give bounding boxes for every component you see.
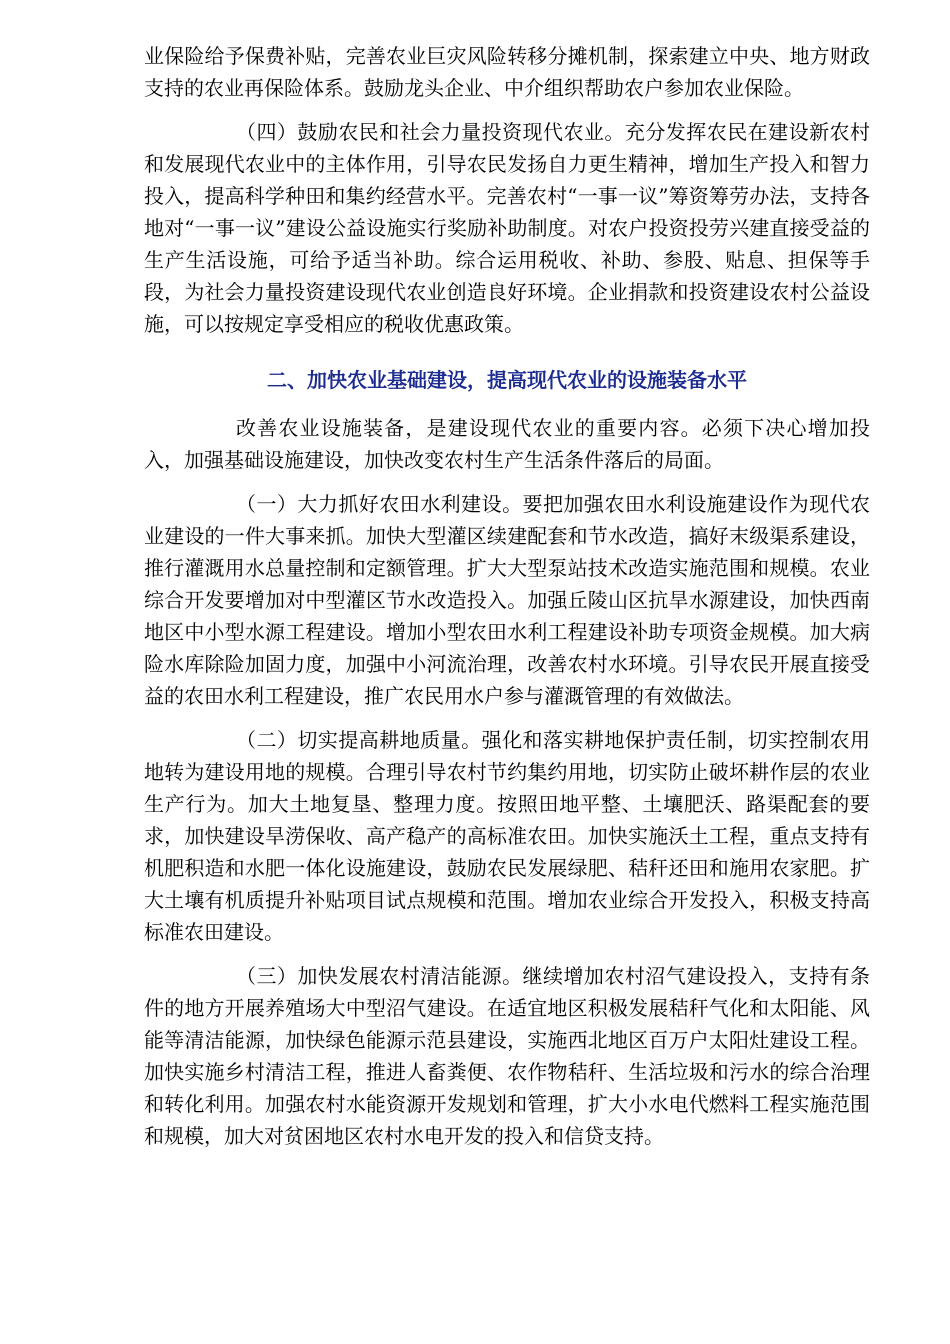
paragraph-insurance-continued: 业保险给予保费补贴，完善农业巨灾风险转移分摊机制，探索建立中央、地方财政支持的农业再保险体系。鼓励龙头企业、中介组织帮助农户参加农业保险。 <box>144 44 870 100</box>
paragraph-section-1: （一）大力抓好农田水利建设。要把加强农田水利设施建设作为现代农业建设的一件大事来抓。加快大型灌区续建配套和节水改造，搞好末级渠系建设，推行灌溉用水总量控制和定额管理。扩大大型泵站技术改造实施范围和规模。农业综合开发要增加对中型灌区节水改造投入。加强丘陵山区抗旱水源建设，加快西南地区中小型水源工程建设。增加小型农田水利工程建设补助专项资金规模。加大病险水库除险加固力度，加强中小河流治理，改善农村水环境。引导农民开展直接受益的农田水利工程建设，推广农民用水户参与灌溉管理的有效做法。 <box>144 492 870 708</box>
document-page <box>144 40 870 1152</box>
paragraph-section-2: （二）切实提高耕地质量。强化和落实耕地保护责任制，切实控制农用地转为建设用地的规模。合理引导农村节约集约用地，切实防止破坏耕作层的农业生产行为。加大土地复垦、整理力度。按照田地平整、土壤肥沃、路渠配套的要求，加快建设旱涝保收、高产稳产的高标准农田。加快实施沃土工程，重点支持有机肥积造和水肥一体化设施建设，鼓励农民发展绿肥、秸秆还田和施用农家肥。扩大土壤有机质提升补贴项目试点规模和范围。增加农业综合开发投入，积极支持高标准农田建设。 <box>144 728 870 944</box>
paragraph-section-4: （四）鼓励农民和社会力量投资现代农业。充分发挥农民在建设新农村和发展现代农业中的主体作用，引导农民发扬自力更生精神，增加生产投入和智力投入，提高科学种田和集约经营水平。完善农村“一事一议”筹资筹劳办法，支持各地对“一事一议”建设公益设施实行奖励补助制度。对农户投资投劳兴建直接受益的生产生活设施，可给予适当补助。综合运用税收、补助、参股、贴息、担保等手段，为社会力量投资建设现代农业创造良好环境。企业捐款和投资建设农村公益设施，可以按规定享受相应的税收优惠政策。 <box>144 120 870 336</box>
paragraph-section-3: （三）加快发展农村清洁能源。继续增加农村沼气建设投入，支持有条件的地方开展养殖场大中型沼气建设。在适宜地区积极发展秸秆气化和太阳能、风能等清洁能源，加快绿色能源示范县建设，实施西北地区百万户太阳灶建设工程。加快实施乡村清洁工程，推进人畜粪便、农作物秸秆、生活垃圾和污水的综合治理和转化利用。加强农村水能资源开发规划和管理，扩大小水电代燃料工程实施范围和规模，加大对贫困地区农村水电开发的投入和信贷支持。 <box>144 964 870 1148</box>
section-heading: 二、加快农业基础建设，提高现代农业的设施装备水平 <box>267 368 747 392</box>
paragraph-intro: 改善农业设施装备，是建设现代农业的重要内容。必须下决心增加投入，加强基础设施建设，加快改变农村生产生活条件落后的局面。 <box>144 416 870 472</box>
